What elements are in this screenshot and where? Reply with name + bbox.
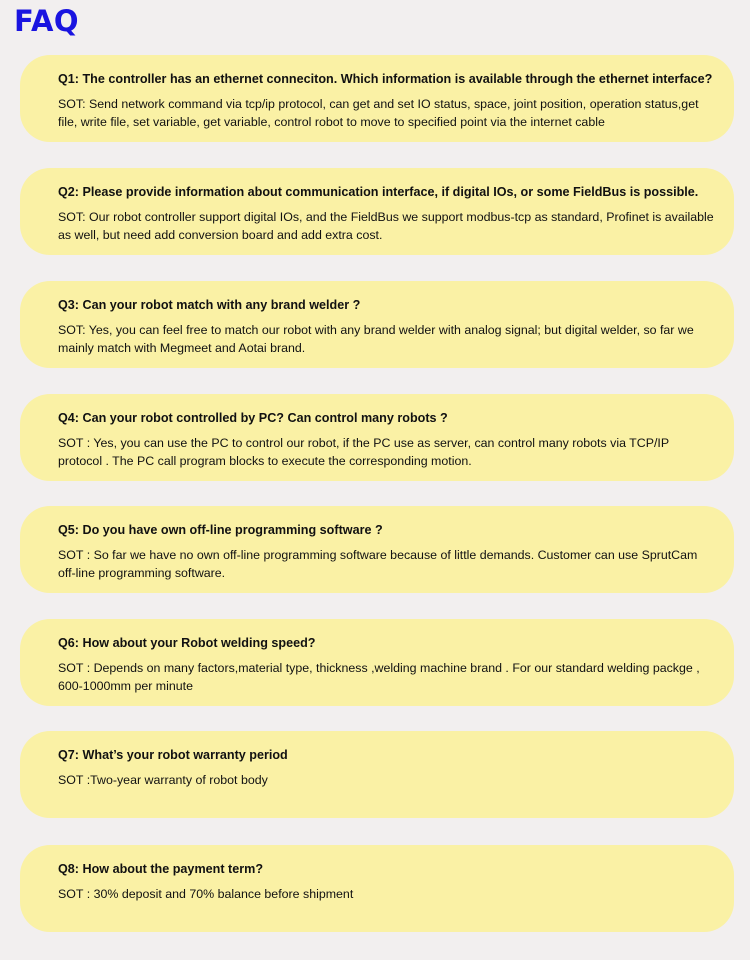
faq-card-q4 [20,394,734,481]
faq-answer: SOT: Send network command via tcp/ip protocol, can get and set IO status, space, joint position, operation status,get file, write file, set variable, get variable, control robot to move to specified point via the internet cable [58,97,699,129]
faq-answer: SOT : Yes, you can use the PC to control our robot, if the PC use as server, can control many robots via TCP/IP protocol . The PC call program blocks to execute the corresponding motion. [58,436,669,468]
faq-question: Q4: Can your robot controlled by PC? Can control many robots ? [58,411,448,425]
faq-answer: SOT: Our robot controller support digital IOs, and the FieldBus we support modbus-tcp as standard, Profinet is available as well, but need add conversion board and add extra cost. [58,210,714,242]
page-title: FAQ [14,4,80,38]
faq-answer: SOT : Depends on many factors,material type, thickness ,welding machine brand . For our standard welding packge , 600-1000mm per minute [58,661,700,693]
faq-question: Q3: Can your robot match with any brand welder ? [58,298,361,312]
faq-question: Q8: How about the payment term? [58,862,264,876]
faq-card-q1 [20,55,734,142]
faq-question: Q7: What’s your robot warranty period [58,748,288,762]
faq-answer: SOT : 30% deposit and 70% balance before shipment [58,887,354,901]
faq-answer: SOT :Two-year warranty of robot body [58,773,268,787]
faq-answer: SOT : So far we have no own off-line programming software because of little demands. Customer can use SprutCam off-line programming software. [58,548,698,580]
faq-card-q3 [20,281,734,368]
faq-card-q6 [20,619,734,706]
faq-card-q2 [20,168,734,255]
faq-card-q8 [20,845,734,932]
faq-card-q5 [20,506,734,593]
faq-answer: SOT: Yes, you can feel free to match our robot with any brand welder with analog signal; but digital welder, so far we mainly match with Megmeet and Aotai brand. [58,323,694,355]
faq-question: Q5: Do you have own off-line programming software ? [58,523,383,537]
faq-question: Q2: Please provide information about communication interface, if digital IOs, or some FieldBus is possible. [58,185,699,199]
faq-card-q7 [20,731,734,818]
faq-question: Q1: The controller has an ethernet conneciton. Which information is available through the ethernet interface? [58,72,713,86]
faq-question: Q6: How about your Robot welding speed? [58,636,316,650]
